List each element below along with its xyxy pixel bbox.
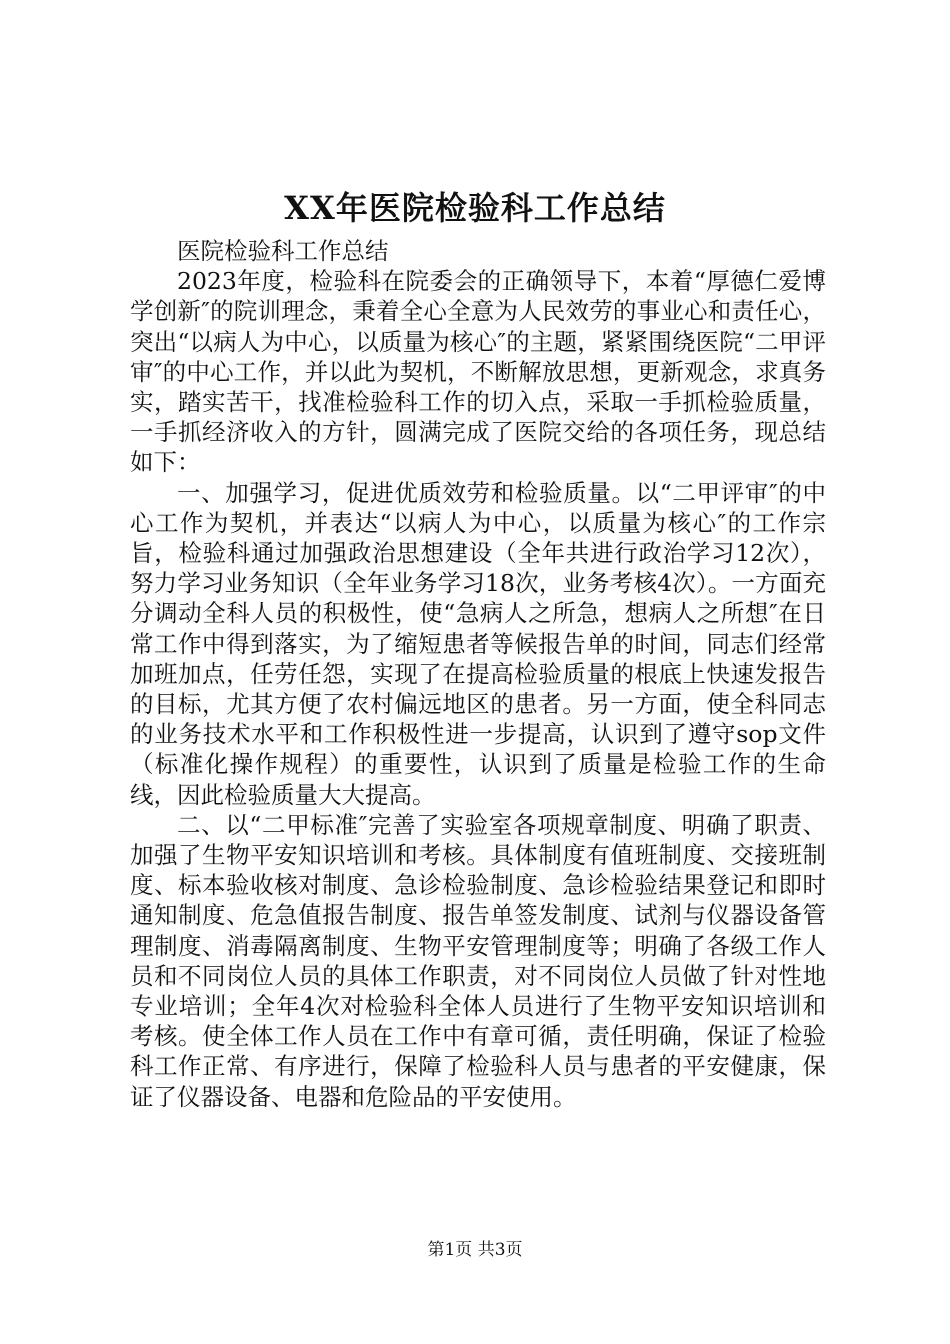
paragraph-intro: 2023年度，检验科在院委会的正确领导下，本着“厚德仁爱博学创新″的院训理念，秉着全心全意为人民效劳的事业心和责任心，突出“以病人为中心，以质量为核心″的主题，紧紧围绕医院“二甲评审″的中心工作，并以此为契机，不断解放思想，更新观念，求真务实，踏实苦干，找准检验科工作的切入点，采取一手抓检验质量，一手抓经济收入的方针，圆满完成了医院交给的各项任务，现总结如下： — [130, 267, 826, 477]
page-number-footer: 第1页 共3页 — [427, 1240, 523, 1260]
document-title: XX年医院检验科工作总结 — [284, 189, 666, 227]
paragraph-subtitle: 医院检验科工作总结 — [177, 237, 389, 265]
document-body — [130, 236, 826, 1112]
paragraph-section-2: 二、以“二甲标准″完善了实验室各项规章制度、明确了职责、加强了生物平安知识培训和考核。具体制度有值班制度、交接班制度、标本验收核对制度、急诊检验制度、急诊检验结果登记和即时通知制度、危急值报告制度、报告单签发制度、试剂与仪器设备管理制度、消毒隔离制度、生物平安管理制度等；明确了各级工作人员和不同岗位人员的具体工作职责，对不同岗位人员做了针对性地专业培训；全年4次对检验科全体人员进行了生物平安知识培训和考核。使全体工作人员在工作中有章可循，责任明确，保证了检验科工作正常、有序进行，保障了检验科人员与患者的平安健康，保证了仪器设备、电器和危险品的平安使用。 — [130, 810, 826, 1111]
paragraph-section-1: 一、加强学习，促进优质效劳和检验质量。以“二甲评审″的中心工作为契机，并表达“以病人为中心，以质量为核心″的工作宗旨，检验科通过加强政治思想建设（全年共进行政治学习12次），努力学习业务知识（全年业务学习18次，业务考核4次）。一方面充分调动全科人员的积极性，使“急病人之所急，想病人之所想″在日常工作中得到落实，为了缩短患者等候报告单的时间，同志们经常加班加点，任劳任怨，实现了在提高检验质量的根底上快速发报告的目标，尤其方便了农村偏远地区的患者。另一方面，使全科同志的业务技术水平和工作积极性进一步提高，认识到了遵守sop文件（标准化操作规程）的重要性，认识到了质量是检验工作的生命线，因此检验质量大大提高。 — [130, 478, 826, 809]
